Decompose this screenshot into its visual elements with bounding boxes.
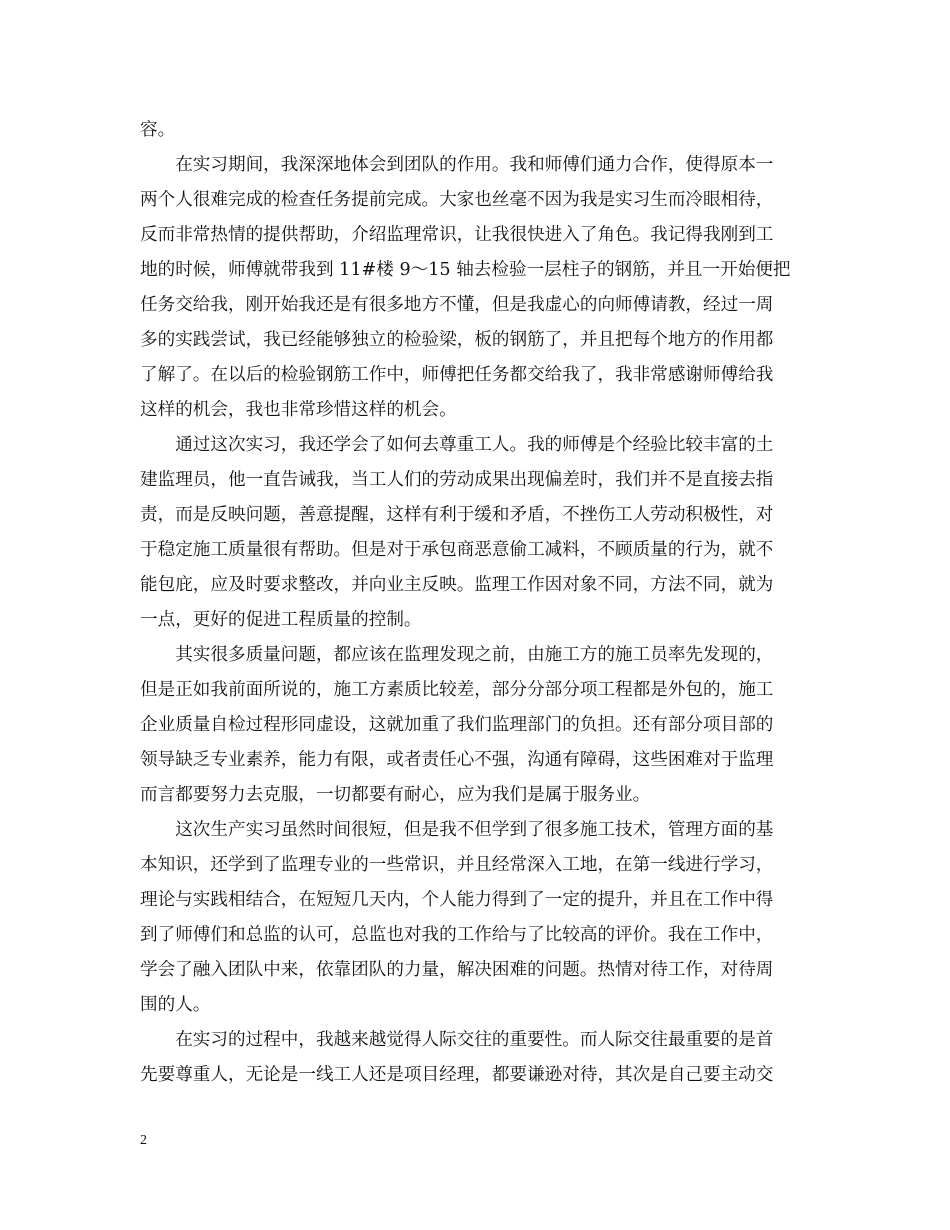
text-line: 在实习的过程中，我越来越觉得人际交往的重要性。而人际交往最重要的是首 bbox=[175, 1030, 774, 1050]
text-line: 学会了融入团队中来，依靠团队的力量，解决困难的问题。热情对待工作，对待周 bbox=[140, 960, 774, 980]
text-line: 围的人。 bbox=[140, 995, 211, 1015]
text-line: 企业质量自检过程形同虚设，这就加重了我们监理部门的负担。还有部分项目部的 bbox=[140, 715, 774, 735]
text-line: 容。 bbox=[140, 120, 176, 140]
text-line: 反而非常热情的提供帮助，介绍监理常识，让我很快进入了角色。我记得我刚到工 bbox=[140, 225, 774, 245]
document-body bbox=[140, 113, 808, 1093]
text-line: 一点，更好的促进工程质量的控制。 bbox=[140, 610, 422, 630]
paragraph bbox=[140, 148, 808, 428]
text-line: 其实很多质量问题，都应该在监理发现之前，由施工方的施工员率先发现的， bbox=[175, 645, 774, 665]
text-line: 这次生产实习虽然时间很短，但是我不但学到了很多施工技术，管理方面的基 bbox=[175, 820, 774, 840]
page-number: 2 bbox=[140, 1133, 147, 1148]
text-line: 两个人很难完成的检查任务提前完成。大家也丝毫不因为我是实习生而冷眼相待， bbox=[140, 190, 774, 210]
text-line: 到了师傅们和总监的认可，总监也对我的工作给与了比较高的评价。我在工作中， bbox=[140, 925, 774, 945]
text-line: 责，而是反映问题，善意提醒，这样有利于缓和矛盾，不挫伤工人劳动积极性，对 bbox=[140, 505, 774, 525]
paragraph bbox=[140, 428, 808, 638]
text-line: 而言都要努力去克服，一切都要有耐心，应为我们是属于服务业。 bbox=[140, 785, 651, 805]
text-line: 理论与实践相结合，在短短几天内，个人能力得到了一定的提升，并且在工作中得 bbox=[140, 890, 774, 910]
text-line: 这样的机会，我也非常珍惜这样的机会。 bbox=[140, 400, 457, 420]
text-line: 但是正如我前面所说的，施工方素质比较差，部分分部分项工程都是外包的，施工 bbox=[140, 680, 774, 700]
paragraph bbox=[140, 813, 808, 1023]
text-line: 在实习期间，我深深地体会到团队的作用。我和师傅们通力合作，使得原本一 bbox=[175, 155, 774, 175]
text-line: 能包庇，应及时要求整改，并向业主反映。监理工作因对象不同，方法不同，就为 bbox=[140, 575, 774, 595]
text-line: 多的实践尝试，我已经能够独立的检验梁，板的钢筋了，并且把每个地方的作用都 bbox=[140, 330, 774, 350]
paragraph bbox=[140, 638, 808, 813]
text-line: 本知识，还学到了监理专业的一些常识，并且经常深入工地，在第一线进行学习， bbox=[140, 855, 774, 875]
text-line: 建监理员，他一直告诫我，当工人们的劳动成果出现偏差时，我们并不是直接去指 bbox=[140, 470, 774, 490]
paragraph bbox=[140, 113, 808, 148]
text-line: 领导缺乏专业素养，能力有限，或者责任心不强，沟通有障碍，这些困难对于监理 bbox=[140, 750, 774, 770]
text-line: 先要尊重人，无论是一线工人还是项目经理，都要谦逊对待，其次是自己要主动交 bbox=[140, 1065, 774, 1085]
text-line: 任务交给我，刚开始我还是有很多地方不懂，但是我虚心的向师傅请教，经过一周 bbox=[140, 295, 774, 315]
text-line: 了解了。在以后的检验钢筋工作中，师傅把任务都交给我了，我非常感谢师傅给我 bbox=[140, 365, 774, 385]
paragraph bbox=[140, 1023, 808, 1093]
text-line: 通过这次实习，我还学会了如何去尊重工人。我的师傅是个经验比较丰富的土 bbox=[175, 435, 774, 455]
text-line: 地的时候，师傅就带我到 11#楼 9～15 轴去检验一层柱子的钢筋，并且一开始便把 bbox=[140, 260, 791, 280]
text-line: 于稳定施工质量很有帮助。但是对于承包商恶意偷工减料，不顾质量的行为，就不 bbox=[140, 540, 774, 560]
